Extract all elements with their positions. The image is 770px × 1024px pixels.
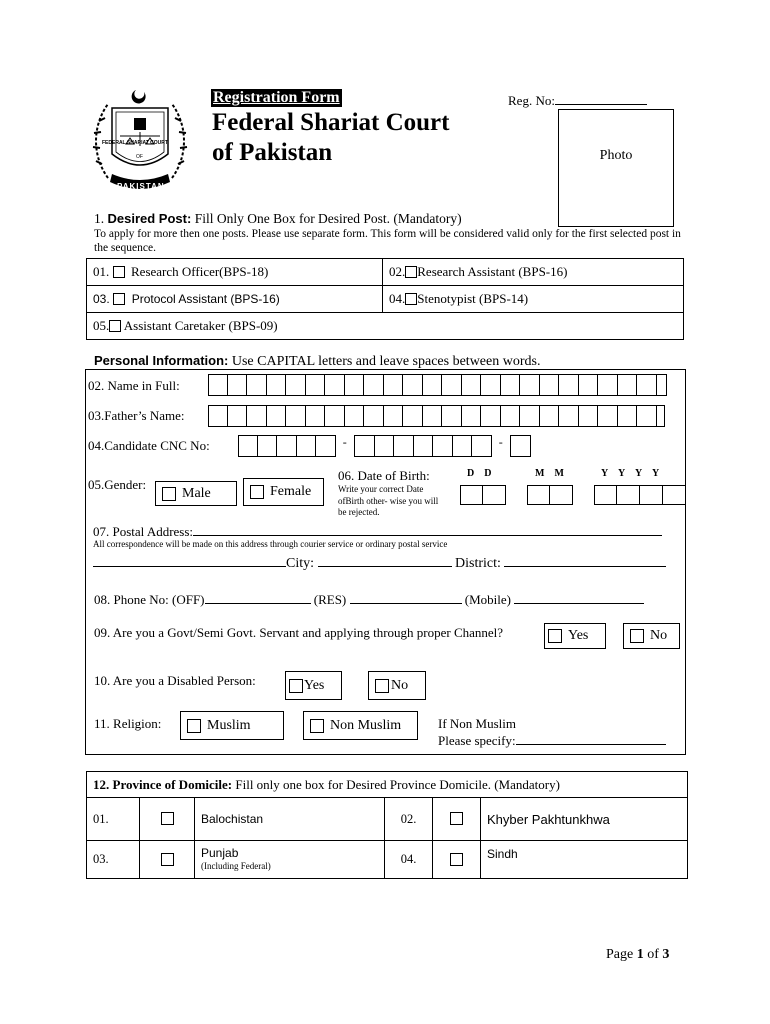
province-num: 04. [385,841,433,879]
photo-box [558,109,674,227]
emblem-text-of: OF [136,154,143,160]
desired-post-heading [94,211,462,227]
post-option-02[interactable]: 02. Research Assistant (BPS-16) [383,259,684,286]
desired-post-table [86,258,684,340]
muslim-label: Muslim [207,717,251,733]
post-checkbox[interactable] [109,320,121,332]
city-label: City: [286,556,315,571]
province-option-kpk: Khyber Pakhtunkhwa [481,798,688,841]
post-option-04[interactable]: 04. Stenotypist (BPS-14) [383,286,684,313]
post-option-01[interactable]: 01. Research Officer(BPS-18) [87,259,383,286]
if-non-muslim-label: If Non Muslim [438,716,516,731]
court-emblem [90,86,190,198]
dob-month-header: M M [535,468,564,479]
govt-yes-label: Yes [568,628,589,643]
personal-info-title: Personal Information: [94,353,229,368]
personal-info-heading [94,353,540,370]
post-option-03[interactable]: 03. Protocol Assistant (BPS-16) [87,286,383,313]
name-input-grid[interactable] [208,374,667,396]
province-checkbox-cell[interactable] [433,798,481,841]
province-num: 02. [385,798,433,841]
cnic-label: 04.Candidate CNC No: [88,438,210,453]
desired-post-note: To apply for more then one posts. Please use separate form. This form will be considered valid only for the first selected post in the sequence. [94,228,681,254]
desired-post-number: 1. [94,211,105,226]
religion-muslim-option[interactable] [180,711,284,740]
disabled-yes-option[interactable] [285,671,342,700]
non-muslim-label: Non Muslim [330,717,402,733]
father-name-label: 03.Father’s Name: [88,408,185,423]
govt-yes-option[interactable] [544,623,606,649]
phone-mobile-label: (Mobile) [464,592,511,607]
province-title: 12. Province of Domicile: [93,776,233,792]
city-district-row[interactable] [93,552,666,572]
female-label: Female [270,484,312,499]
post-label: Research Officer(BPS-18) [131,264,269,279]
phone-res-label: (RES) [313,592,347,607]
dob-day-header: D D [467,468,492,479]
male-checkbox[interactable] [162,487,176,501]
female-checkbox[interactable] [250,485,264,499]
emblem-text-bottom: PAKISTAN [117,182,165,191]
province-option-balochistan: Balochistan [195,798,385,841]
please-specify-label: Please specify: [438,733,516,748]
govt-yes-checkbox[interactable] [548,629,562,643]
dob-day-input[interactable] [460,485,506,505]
province-option-sindh: Sindh [481,841,688,879]
govt-no-label: No [650,628,668,643]
form-label: Registration Form [213,89,340,106]
photo-label: Photo [599,148,633,163]
reg-no-label: Reg. No: [508,93,555,108]
dob-year-header: Y Y Y Y [601,468,660,479]
disabled-no-option[interactable] [368,671,426,700]
govt-no-checkbox[interactable] [630,629,644,643]
disabled-no-checkbox[interactable] [375,679,389,693]
male-label: Male [182,485,211,501]
reg-no-field[interactable] [508,92,647,109]
phone-row[interactable] [94,591,644,608]
postal-address-note: All correspondence will be made on this address through courier service or ordinary postal service [93,539,448,549]
post-label: Assistant Caretaker (BPS-09) [123,318,278,333]
name-label: 02. Name in Full: [88,378,180,393]
desired-post-title: Desired Post: [107,211,192,226]
post-checkbox[interactable] [113,266,125,278]
dob-note: Write your correct Date ofBirth other- wise you will be rejected. [338,484,439,517]
post-label: Protocol Assistant (BPS-16) [131,292,280,306]
personal-info-instruction: Use CAPITAL letters and leave spaces between words. [231,354,541,369]
govt-no-option[interactable] [623,623,680,649]
court-title-line2: of Pakistan [212,139,333,166]
post-checkbox[interactable] [113,293,125,305]
postal-address-label: 07. Postal Address: [93,524,194,539]
kpk-checkbox[interactable] [450,812,463,825]
province-checkbox-cell[interactable] [433,841,481,879]
religion-non-muslim-option[interactable] [303,711,418,740]
desired-post-instruction: Fill Only One Box for Desired Post. (Mandatory) [194,211,462,226]
post-label: Research Assistant (BPS-16) [417,264,568,279]
province-instruction: Fill only one box for Desired Province Domicile. (Mandatory) [235,776,560,792]
dob-year-input[interactable] [594,485,686,505]
province-heading [87,772,688,798]
gender-male-option[interactable] [155,481,237,506]
post-label: Stenotypist (BPS-14) [417,291,529,306]
disabled-no-label: No [391,677,409,693]
sindh-checkbox[interactable] [450,853,463,866]
court-title-line1: Federal Shariat Court [212,109,450,136]
postal-address-field[interactable] [93,523,662,540]
dob-month-input[interactable] [527,485,573,505]
province-num: 01. [87,798,140,841]
balochistan-checkbox[interactable] [161,812,174,825]
non-muslim-checkbox[interactable] [310,719,324,733]
muslim-checkbox[interactable] [187,719,201,733]
province-num: 03. [87,841,140,879]
cnic-input-grid[interactable] [238,435,531,457]
disabled-question: 10. Are you a Disabled Person: [94,673,256,688]
gender-female-option[interactable] [243,478,324,506]
district-label: District: [455,556,501,571]
religion-label: 11. Religion: [94,716,162,731]
punjab-checkbox[interactable] [161,853,174,866]
page-footer: Page 1 of 3 [606,947,670,962]
emblem-text-top: FEDERAL SHARIAT COURT [102,140,168,146]
cnic-dash: - [492,435,512,457]
gender-label: 05.Gender: [88,477,147,492]
disabled-yes-checkbox[interactable] [289,679,303,693]
religion-specify-field[interactable] [438,732,666,749]
father-name-input-grid[interactable] [208,405,665,427]
post-checkbox[interactable] [405,293,417,305]
post-checkbox[interactable] [405,266,417,278]
post-option-05[interactable]: 05. Assistant Caretaker (BPS-09) [87,313,684,340]
province-table [86,771,688,879]
province-checkbox-cell[interactable] [140,841,195,879]
phone-label: 08. Phone No: (OFF) [94,592,205,607]
disabled-yes-label: Yes [304,677,325,693]
province-checkbox-cell[interactable] [140,798,195,841]
cnic-dash: - [336,435,356,457]
govt-servant-question: 09. Are you a Govt/Semi Govt. Servant and applying through proper Channel? [94,625,504,640]
dob-label: 06. Date of Birth: [338,468,430,483]
province-option-punjab: Punjab (Including Federal) [195,841,385,879]
